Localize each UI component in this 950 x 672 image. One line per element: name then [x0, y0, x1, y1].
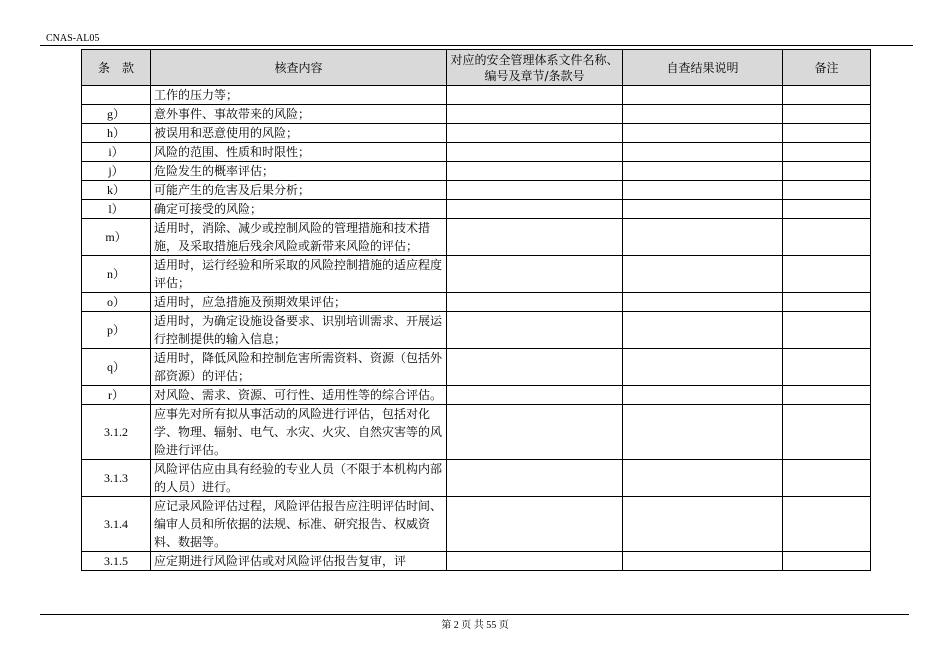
clause-cell: j） [82, 162, 151, 181]
document-code: CNAS-AL05 [46, 33, 100, 44]
header-content: 核查内容 [151, 50, 447, 86]
remark-cell[interactable] [783, 105, 871, 124]
header-result: 自查结果说明 [623, 50, 783, 86]
content-cell: 可能产生的危害及后果分析； [151, 181, 447, 200]
remark-cell[interactable] [783, 386, 871, 405]
clause-cell: i） [82, 143, 151, 162]
result-cell[interactable] [623, 105, 783, 124]
clause-cell: 3.1.5 [82, 552, 151, 571]
result-cell[interactable] [623, 124, 783, 143]
reference-cell[interactable] [447, 349, 623, 386]
reference-cell[interactable] [447, 105, 623, 124]
result-cell[interactable] [623, 143, 783, 162]
content-cell: 工作的压力等； [151, 86, 447, 105]
clause-cell: h） [82, 124, 151, 143]
remark-cell[interactable] [783, 293, 871, 312]
content-cell: 应定期进行风险评估或对风险评估报告复审，评 [151, 552, 447, 571]
remark-cell[interactable] [783, 124, 871, 143]
content-cell: 对风险、需求、资源、可行性、适用性等的综合评估。 [151, 386, 447, 405]
clause-cell: r） [82, 386, 151, 405]
result-cell[interactable] [623, 405, 783, 460]
content-cell: 确定可接受的风险； [151, 200, 447, 219]
content-cell: 适用时，降低风险和控制危害所需资料、资源（包括外部资源）的评估； [151, 349, 447, 386]
clause-cell: o） [82, 293, 151, 312]
table-row [82, 552, 871, 571]
content-cell: 意外事件、事故带来的风险； [151, 105, 447, 124]
reference-cell[interactable] [447, 200, 623, 219]
reference-cell[interactable] [447, 124, 623, 143]
content-cell: 风险评估应由具有经验的专业人员（不限于本机构内部的人员）进行。 [151, 460, 447, 497]
clause-cell: 3.1.2 [82, 405, 151, 460]
audit-checklist-table [81, 49, 871, 571]
reference-cell[interactable] [447, 405, 623, 460]
reference-cell[interactable] [447, 293, 623, 312]
clause-cell: k） [82, 181, 151, 200]
clause-cell: l） [82, 200, 151, 219]
table-row [82, 293, 871, 312]
result-cell[interactable] [623, 312, 783, 349]
content-cell: 风险的范围、性质和时限性； [151, 143, 447, 162]
footer-rule [40, 614, 909, 615]
remark-cell[interactable] [783, 86, 871, 105]
remark-cell[interactable] [783, 497, 871, 552]
clause-cell: n） [82, 256, 151, 293]
reference-cell[interactable] [447, 181, 623, 200]
remark-cell[interactable] [783, 219, 871, 256]
result-cell[interactable] [623, 460, 783, 497]
reference-cell[interactable] [447, 552, 623, 571]
table-row [82, 497, 871, 552]
table-row [82, 256, 871, 293]
result-cell[interactable] [623, 293, 783, 312]
table-header-row [82, 50, 871, 86]
result-cell[interactable] [623, 181, 783, 200]
clause-cell: q） [82, 349, 151, 386]
content-cell: 适用时，应急措施及预期效果评估； [151, 293, 447, 312]
header-clause: 条 款 [82, 50, 151, 86]
table-row [82, 349, 871, 386]
reference-cell[interactable] [447, 143, 623, 162]
content-cell: 应事先对所有拟从事活动的风险进行评估，包括对化学、物理、辐射、电气、水灾、火灾、自然灾害等的风险进行评估。 [151, 405, 447, 460]
remark-cell[interactable] [783, 552, 871, 571]
page-number: 第 2 页 共 55 页 [441, 620, 509, 631]
table-row [82, 312, 871, 349]
table-row [82, 200, 871, 219]
table-row [82, 86, 871, 105]
remark-cell[interactable] [783, 200, 871, 219]
content-cell: 危险发生的概率评估； [151, 162, 447, 181]
table-row [82, 219, 871, 256]
table-row [82, 460, 871, 497]
remark-cell[interactable] [783, 143, 871, 162]
clause-cell: 3.1.4 [82, 497, 151, 552]
reference-cell[interactable] [447, 497, 623, 552]
result-cell[interactable] [623, 497, 783, 552]
content-cell: 应记录风险评估过程，风险评估报告应注明评估时间、编审人员和所依据的法规、标准、研究报告、权威资料、数据等。 [151, 497, 447, 552]
content-cell: 适用时，运行经验和所采取的风险控制措施的适应程度评估； [151, 256, 447, 293]
table-row [82, 405, 871, 460]
header-rule [40, 45, 913, 46]
result-cell[interactable] [623, 256, 783, 293]
remark-cell[interactable] [783, 256, 871, 293]
clause-cell [82, 86, 151, 105]
table-row [82, 181, 871, 200]
clause-cell: 3.1.3 [82, 460, 151, 497]
result-cell[interactable] [623, 552, 783, 571]
remark-cell[interactable] [783, 162, 871, 181]
reference-cell[interactable] [447, 86, 623, 105]
table-row [82, 162, 871, 181]
reference-cell[interactable] [447, 312, 623, 349]
remark-cell[interactable] [783, 405, 871, 460]
remark-cell[interactable] [783, 312, 871, 349]
reference-cell[interactable] [447, 256, 623, 293]
content-cell: 被误用和恶意使用的风险； [151, 124, 447, 143]
result-cell[interactable] [623, 219, 783, 256]
header-remark: 备注 [783, 50, 871, 86]
table-row [82, 143, 871, 162]
remark-cell[interactable] [783, 460, 871, 497]
reference-cell[interactable] [447, 219, 623, 256]
table-row [82, 124, 871, 143]
content-cell: 适用时，消除、减少或控制风险的管理措施和技术措施，及采取措施后残余风险或新带来风险的评估； [151, 219, 447, 256]
clause-cell: m） [82, 219, 151, 256]
result-cell[interactable] [623, 386, 783, 405]
remark-cell[interactable] [783, 349, 871, 386]
reference-cell[interactable] [447, 386, 623, 405]
result-cell[interactable] [623, 200, 783, 219]
remark-cell[interactable] [783, 181, 871, 200]
reference-cell[interactable] [447, 460, 623, 497]
content-cell: 适用时，为确定设施设备要求、识别培训需求、开展运行控制提供的输入信息； [151, 312, 447, 349]
table-row [82, 386, 871, 405]
clause-cell: p） [82, 312, 151, 349]
clause-cell: g） [82, 105, 151, 124]
reference-cell[interactable] [447, 162, 623, 181]
result-cell[interactable] [623, 162, 783, 181]
result-cell[interactable] [623, 86, 783, 105]
table-row [82, 105, 871, 124]
header-reference: 对应的安全管理体系文件名称、编号及章节/条款号 [447, 50, 623, 86]
result-cell[interactable] [623, 349, 783, 386]
